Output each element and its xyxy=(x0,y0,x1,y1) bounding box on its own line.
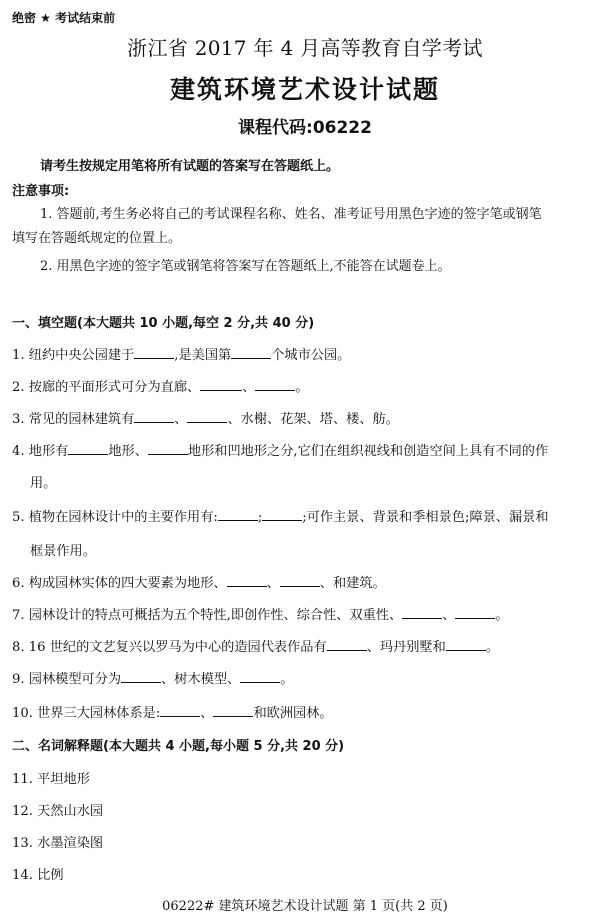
question-text: 6. 构成园林实体的四大要素为地形、 xyxy=(12,576,227,591)
answer-blank xyxy=(218,507,258,521)
question-text: 、水榭、花架、塔、楼、舫。 xyxy=(227,412,399,427)
question-text: 5. 植物在园林设计中的主要作用有: xyxy=(12,510,218,525)
answer-blank xyxy=(255,377,295,391)
answer-blank xyxy=(446,637,486,651)
question-text: 。 xyxy=(495,608,509,623)
question-10 xyxy=(12,702,333,721)
question-text: ;可作主景、背景和季相景色;障景、漏景和 xyxy=(302,510,549,525)
question-5 xyxy=(12,506,549,525)
section-2-title: 二、名词解释题(本大题共 4 小题,每小题 5 分,共 20 分) xyxy=(12,739,345,754)
question-4 xyxy=(12,440,548,459)
question-text: 7. 园林设计的特点可概括为五个特性,即创作性、综合性、双重性、 xyxy=(12,608,403,623)
answer-blank xyxy=(231,345,271,359)
answer-blank xyxy=(148,441,188,455)
term-11: 11. 平坦地形 xyxy=(12,772,90,787)
question-text: 。 xyxy=(485,640,499,655)
question-text: 、和建筑。 xyxy=(319,576,386,591)
question-text: 和欧洲园林。 xyxy=(253,706,333,721)
answer-instruction: 请考生按规定用笔将所有试题的答案写在答题纸上。 xyxy=(40,159,340,174)
page-footer: 06222# 建筑环境艺术设计试题 第 1 页(共 2 页) xyxy=(162,899,448,914)
question-text: 、 xyxy=(266,576,280,591)
question-text: 2. 按廊的平面形式可分为直廊、 xyxy=(12,380,201,395)
note-1-line-1: 1. 答题前,考生务必将自己的考试课程名称、姓名、准考证号用黑色字迹的签字笔或钢笔 xyxy=(40,207,542,222)
question-text: ; xyxy=(257,510,263,525)
answer-blank xyxy=(327,637,367,651)
question-8 xyxy=(12,636,499,655)
term-14: 14. 比例 xyxy=(12,868,64,883)
course-code: 课程代码:06222 xyxy=(238,118,372,138)
question-text: 、树木模型、 xyxy=(161,672,241,687)
answer-blank xyxy=(187,409,227,423)
question-6 xyxy=(12,572,386,591)
question-3 xyxy=(12,408,399,427)
question-4-continuation: 用。 xyxy=(30,476,57,491)
question-text: 、 xyxy=(242,380,256,395)
question-text: 、 xyxy=(174,412,188,427)
question-text: 、玛丹别墅和 xyxy=(366,640,446,655)
question-text: 地形、 xyxy=(108,444,148,459)
question-text: 个城市公园。 xyxy=(271,348,351,363)
question-7 xyxy=(12,604,509,623)
question-text: 10. 世界三大园林体系是: xyxy=(12,706,161,721)
question-5-continuation: 框景作用。 xyxy=(30,544,96,559)
question-text: 地形和凹地形之分,它们在组织视线和创造空间上具有不同的作 xyxy=(187,444,549,459)
answer-blank xyxy=(455,605,495,619)
answer-blank xyxy=(227,573,267,587)
answer-blank xyxy=(240,669,280,683)
question-text: 4. 地形有 xyxy=(12,444,69,459)
answer-blank xyxy=(121,669,161,683)
subject-title: 建筑环境艺术设计试题 xyxy=(169,75,440,104)
answer-blank xyxy=(134,409,174,423)
answer-blank xyxy=(134,345,174,359)
section-1-title: 一、填空题(本大题共 10 小题,每空 2 分,共 40 分) xyxy=(12,316,315,331)
term-13: 13. 水墨渲染图 xyxy=(12,836,104,851)
question-text: 、 xyxy=(442,608,456,623)
question-text: 。 xyxy=(280,672,294,687)
question-text: 。 xyxy=(295,380,309,395)
question-text: 1. 纽约中央公园建于 xyxy=(12,348,135,363)
question-1 xyxy=(12,344,350,363)
question-2 xyxy=(12,376,309,395)
question-text: 、 xyxy=(200,706,214,721)
note-1-line-2: 填写在答题纸规定的位置上。 xyxy=(12,231,182,246)
answer-blank xyxy=(68,441,108,455)
answer-blank xyxy=(160,703,200,717)
exam-title: 浙江省 2017 年 4 月高等教育自学考试 xyxy=(127,36,483,60)
question-text: 3. 常见的园林建筑有 xyxy=(12,412,135,427)
answer-blank xyxy=(200,377,242,391)
question-9 xyxy=(12,668,293,687)
notes-title: 注意事项: xyxy=(12,184,70,199)
term-12: 12. 天然山水园 xyxy=(12,804,104,819)
answer-blank xyxy=(262,507,302,521)
question-text: 9. 园林模型可分为 xyxy=(12,672,122,687)
note-2: 2. 用黑色字迹的签字笔或钢笔将答案写在答题纸上,不能答在试题卷上。 xyxy=(40,259,451,274)
answer-blank xyxy=(280,573,320,587)
answer-blank xyxy=(213,703,253,717)
answer-blank xyxy=(402,605,442,619)
question-text: 8. 16 世纪的文艺复兴以罗马为中心的造园代表作品有 xyxy=(12,640,327,655)
confidential-label: 绝密 ★ 考试结束前 xyxy=(12,11,116,25)
question-text: ,是美国第 xyxy=(174,348,232,363)
